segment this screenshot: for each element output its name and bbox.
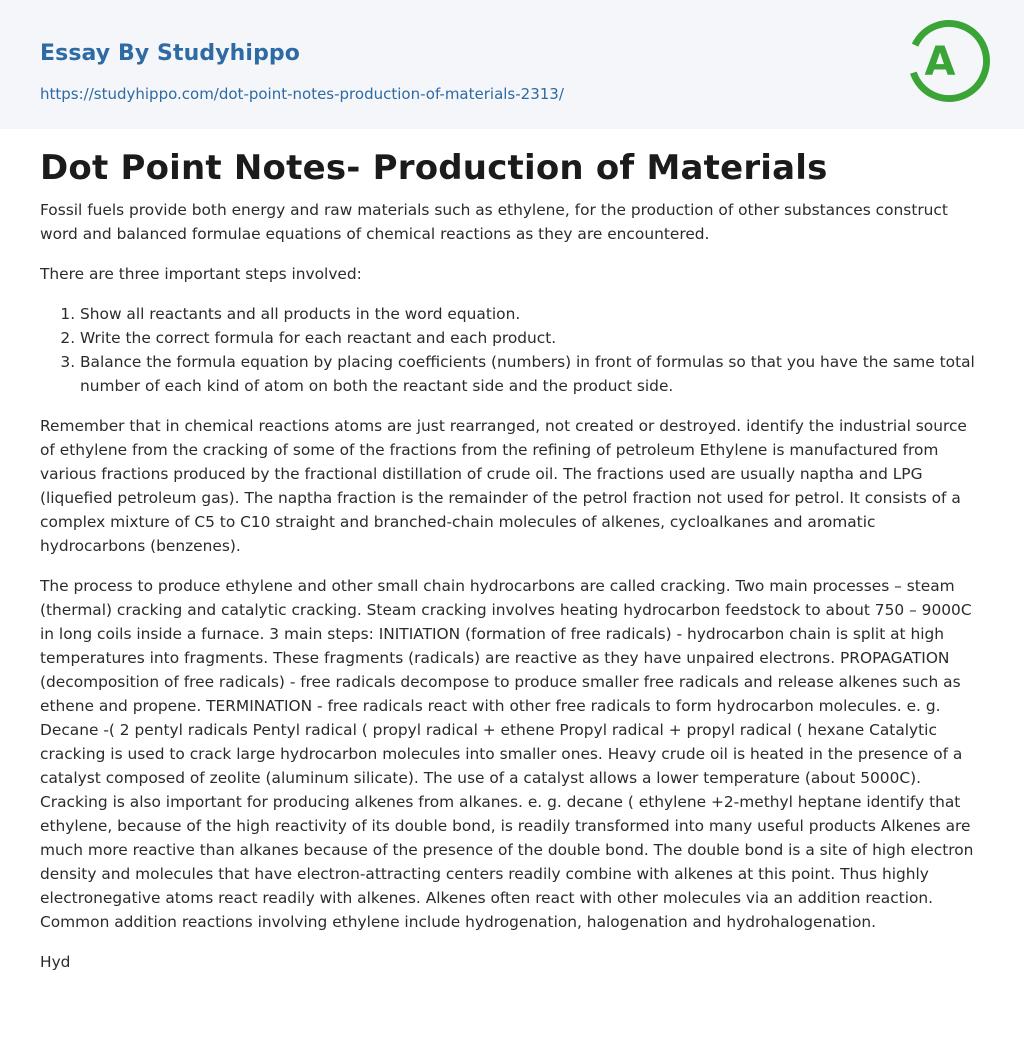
- list-item: 1. Show all reactants and all products in the word equation.: [80, 302, 984, 326]
- steps-list: [40, 302, 984, 398]
- body-paragraph-1: Remember that in chemical reactions atoms are just rearranged, not created or destroyed. identify the industrial source of ethylene from the cracking of some of the fractions from the refining of petroleum Ethylene is manufactured from various fractions produced by the fractional distillation of crude oil. The fractions used are usually naptha and LPG (liquefied petroleum gas). The naptha fraction is the remainder of the petrol fraction not used for petrol. It consists of a complex mixture of C5 to C10 straight and branched-chain molecules of alkenes, cycloalkanes and aromatic hydrocarbons (benzenes).: [40, 417, 967, 555]
- intro-paragraph: Fossil fuels provide both energy and raw materials such as ethylene, for the production of other substances construct word and balanced formulae equations of chemical reactions as they are encountered.: [40, 201, 948, 243]
- list-item: 3. Balance the formula equation by placing coefficients (numbers) in front of formulas so that you have the same total number of each kind of atom on both the reactant side and the product side.: [80, 350, 984, 398]
- essay-content: [0, 129, 1024, 974]
- truncated-text: Hyd: [40, 953, 71, 971]
- essay-url-link[interactable]: https://studyhippo.com/dot-point-notes-production-of-materials-2313/: [40, 85, 564, 103]
- studyhippo-logo-icon[interactable]: [905, 17, 993, 105]
- site-brand[interactable]: Essay By Studyhippo: [40, 41, 300, 66]
- steps-intro: There are three important steps involved:: [40, 265, 362, 283]
- body-paragraph-2: The process to produce ethylene and other small chain hydrocarbons are called cracking. Two main processes – steam (thermal) cracking and catalytic cracking. Steam cracking involves heating hydrocarbon feedstock to about 750 – 9000C in long coils inside a furnace. 3 main steps: INITIATION (formation of free radicals) - hydrocarbon chain is split at high temperatures into fragments. These fragments (radicals) are reactive as they have unpaired electrons. PROPAGATION (decomposition of free radicals) - free radicals decompose to produce smaller free radicals and release alkenes such as ethene and propene. TERMINATION - free radicals react with other free radicals to form hydrocarbon molecules. e. g. Decane -( 2 pentyl radicals Pentyl radical ( propyl radical + ethene Propyl radical + propyl radical ( hexane Catalytic cracking is used to crack large hydrocarbon molecules into smaller ones. Heavy crude oil is heated in the presence of a catalyst composed of zeolite (aluminum silicate). The use of a catalyst allows a lower temperature (about 5000C). Cracking is also important for producing alkenes from alkanes. e. g. decane ( ethylene +2-methyl heptane identify that ethylene, because of the high reactivity of its double bond, is readily transformed into many useful products Alkenes are much more reactive than alkanes because of the presence of the double bond. The double bond is a site of high electron density and molecules that have electron-attracting centers readily combine with alkenes at this point. Thus highly electronegative atoms react readily with alkenes. Alkenes often react with other molecules via an addition reaction. Common addition reactions involving ethylene include hydrogenation, halogenation and hydrohalogenation.: [40, 577, 974, 931]
- essay-title: Dot Point Notes- Production of Materials: [40, 148, 828, 188]
- site-header: [0, 0, 1024, 129]
- logo-letter: A: [924, 39, 956, 85]
- list-item: 2. Write the correct formula for each reactant and each product.: [80, 326, 984, 350]
